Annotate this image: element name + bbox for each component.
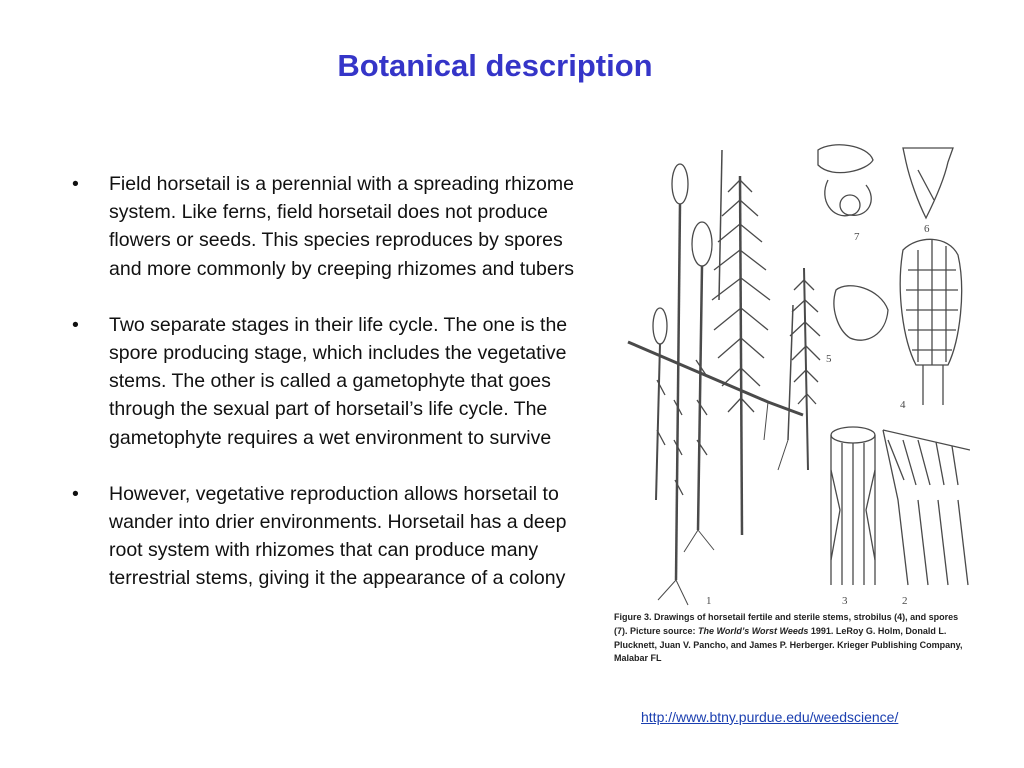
caption-source: 1991. LeRoy G. Holm, Donald L. Plucknett, Juan V. Pancho, and James P. Herberger. Krieger Publishing Company, Malabar FL: [614, 625, 963, 664]
figure-number-1: 1: [706, 595, 712, 607]
figure-number-2: 2: [902, 595, 908, 607]
bullet-item: [70, 480, 600, 593]
rhizome-stem: [628, 342, 803, 415]
caption-book-title: The World’s Worst Weeds: [698, 625, 809, 636]
bullet-symbol: •: [72, 313, 79, 336]
figure-number-4: 4: [900, 399, 906, 411]
spore-side-drawing: [903, 148, 953, 218]
spore-drawing: [818, 145, 873, 216]
figure-number-6: 6: [924, 223, 930, 235]
bullet-text: Field horsetail is a perennial with a spreading rhizome system. Like ferns, field horsetail does not produce flowers or seeds. This species reproduces by spores and more commonly by creeping rhizomes and tubers: [109, 173, 574, 280]
bullet-symbol: •: [72, 482, 79, 505]
source-link[interactable]: http://www.btny.purdue.edu/weedscience/: [641, 709, 899, 725]
slide-title: Botanical description: [337, 48, 653, 83]
bullet-item: [70, 311, 600, 452]
horsetail-illustration: [618, 140, 970, 612]
bullet-symbol: •: [72, 173, 79, 195]
bullet-item: [70, 170, 600, 283]
figure-caption: [614, 611, 974, 666]
figure-number-7: 7: [854, 231, 860, 243]
bullet-text: Two separate stages in their life cycle. The one is the spore producing stage, which includes the vegetative stems. The other is called a gametophyte that goes through the sexual part of horsetail’s life cycle. The gametophyte requires a wet environment to survive: [109, 313, 568, 449]
leaf-sheath-drawing: [883, 430, 970, 585]
bullet-text: However, vegetative reproduction allows horsetail to wander into drier environments. Horsetail has a deep root system with rhizomes that can produce many terrestrial stems, giving it the appearance of a colony: [109, 482, 567, 590]
spore-cluster-drawing: [834, 286, 888, 340]
stem-section-drawing: [831, 427, 875, 585]
figure-number-5: 5: [826, 353, 832, 365]
figure-number-3: 3: [842, 595, 848, 607]
side-stems-drawing: [719, 150, 820, 470]
strobilus-drawing: [900, 239, 961, 405]
bullet-list: [70, 170, 600, 621]
fertile-stems-drawing: [653, 164, 712, 580]
caption-text: Figure 3. Drawings of horsetail fertile and sterile stems, strobilus (4), and spores (7). Picture source:: [614, 612, 959, 636]
